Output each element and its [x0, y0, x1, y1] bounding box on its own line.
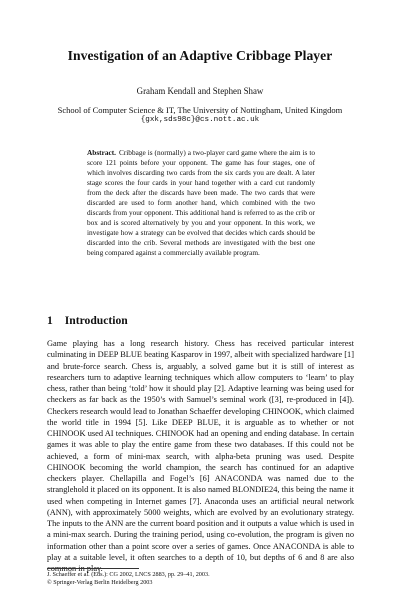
paper-affiliation: School of Computer Science & IT, The University of Nottingham, United Kingdom	[57, 105, 343, 115]
paper-email: {gxk,sds98c}@cs.nott.ac.uk	[140, 116, 260, 124]
intro-paragraph: Game playing has a long research history. Chess has received particular interest culminating in DEEP BLUE beating Kasparov in 1997, albeit with specialized hardware [1] and brute-force search. Chess is, arguably, a solved game but it is still of interest as researchers turn to adaptive learning techniques which allow computers to ‘learn’ to play chess, rather than being ‘told’ how it should play [2]. Adaptive learning was being used for checkers as far back as the 1950’s with Samuel’s seminal work ([3], re-produced in [4]). Checkers research would lead to Jonathan Schaeffer developing CHINOOK, which claimed the world title in 1994 [5]. Like DEEP BLUE, it is arguable as to whether or not CHINOOK used AI techniques. CHINOOK had an opening and ending database. In certain games it was able to play the entire game from these two databases. If this could not be achieved, a form of mini-max search, with alpha-beta pruning was used. Despite CHINOOK becoming the world champion, the search has continued for an adaptive checkers player. Chellapilla and Fogel’s [6] ANACONDA was named due to the stranglehold it placed on its opponent. It is also named BLONDIE24, this being the name it used when competing in Internet games [7]. Anaconda uses an artificial neural network (ANN), with approximately 5000 weights, which are evolved by an evolutionary strategy. The inputs to the ANN are the current board position and it outputs a value which is used in a mini-max search. During the training period, using co-evolution, the program is given no information other than a point score over a series of games. Once ANACONDA is able to play at a suitable level, it often searches to a depth of 10, but depths of 6 and 8 are also common in play.	[47, 339, 354, 573]
footnote-citation: J. Schaeffer et al. (Eds.): CG 2002, LNCS 2883, pp. 29–41, 2003.	[47, 571, 210, 578]
footnote-copyright: © Springer-Verlag Berlin Heidelberg 2003	[47, 579, 153, 586]
footnote-rule	[47, 568, 139, 569]
abstract	[87, 148, 315, 258]
section-heading	[47, 314, 128, 327]
section-body	[47, 338, 354, 574]
abstract-text: Cribbage is (normally) a two-player card game where the aim is to score 121 points before your opponent. The game has four stages, one of which involves discarding two cards from the six cards you are dealt. A later stage scores the four cards in your hand together with a card cut randomly from the deck after the discards have been made. The two cards that were discarded are used to form another hand, which combined with the two discards from your opponent. This additional hand is referred to as the crib or box and is scored alternatively by you and your opponent. In this work, we investigate how a strategy can be evolved that decides which cards should be discarded into the crib. Several methods are investigated with the best one being compared against a commercially available program.	[87, 148, 315, 257]
section-title: Introduction	[64, 314, 128, 327]
section-number: 1	[47, 314, 53, 327]
abstract-label: Abstract.	[87, 148, 116, 157]
paper-authors: Graham Kendall and Stephen Shaw	[136, 86, 264, 96]
footnote	[47, 571, 210, 587]
paper-title: Investigation of an Adaptive Cribbage Player	[67, 48, 333, 63]
